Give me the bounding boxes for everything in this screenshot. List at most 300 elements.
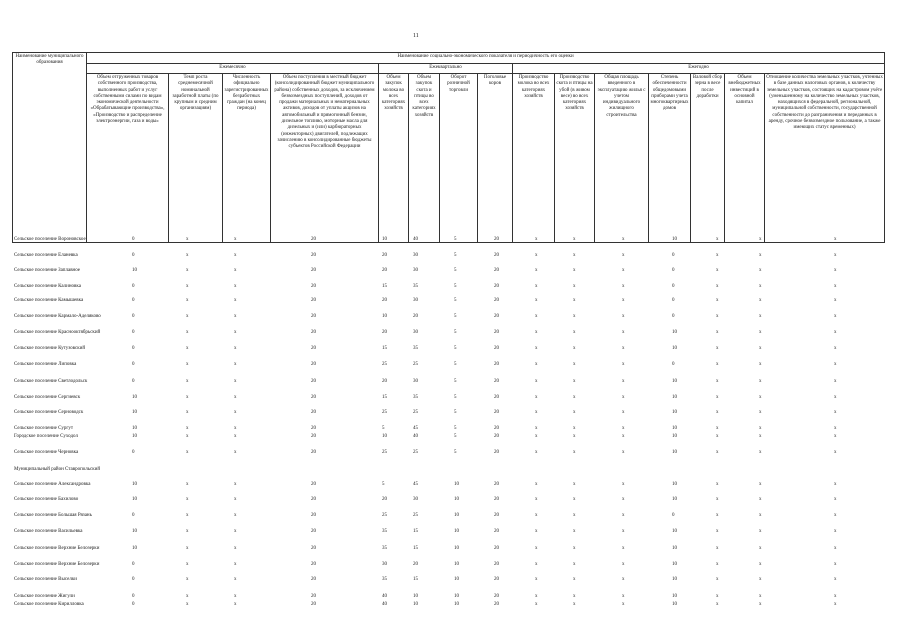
row-name: Сельское поселение Еланевка (14, 253, 78, 258)
row-value: 10 (132, 546, 137, 551)
row-value: x (186, 426, 189, 431)
row-value: 10 (454, 482, 459, 487)
row-value: x (759, 602, 762, 607)
row-value: 5 (454, 253, 457, 258)
row-value: 20 (311, 237, 316, 242)
row-value: 0 (132, 284, 135, 289)
indicator-header-3: Численность официально зарегистрированных безработных граждан (на конец периода) (223, 74, 271, 243)
row-value: 20 (311, 497, 316, 502)
row-value: x (186, 562, 189, 567)
row-value: x (234, 298, 237, 303)
row-value: x (834, 497, 837, 502)
row-value: 20 (494, 426, 499, 431)
row-value: 25 (413, 362, 418, 367)
row-value: 25 (382, 513, 387, 518)
row-name: Сельское поселение Верхние Белозерки (14, 546, 100, 551)
row-value: 20 (494, 268, 499, 273)
row-value: 0 (672, 284, 675, 289)
row-value: 20 (494, 497, 499, 502)
row-value: 20 (382, 253, 387, 258)
row-value: x (834, 395, 837, 400)
row-value: x (834, 379, 837, 384)
row-value: x (535, 426, 538, 431)
row-value: x (573, 450, 576, 455)
row-value: 35 (413, 346, 418, 351)
row-value: x (234, 253, 237, 258)
row-value: x (834, 594, 837, 599)
row-value: 20 (382, 379, 387, 384)
row-value: 10 (672, 395, 677, 400)
row-value: 15 (382, 284, 387, 289)
row-value: 10 (454, 577, 459, 582)
row-value: 20 (311, 253, 316, 258)
row-value: 20 (311, 450, 316, 455)
row-value: x (834, 268, 837, 273)
row-value: 20 (494, 237, 499, 242)
row-value: 45 (413, 426, 418, 431)
row-value: x (573, 237, 576, 242)
row-value: 20 (494, 513, 499, 518)
row-value: 20 (382, 330, 387, 335)
row-value: 20 (494, 346, 499, 351)
row-value: x (535, 298, 538, 303)
indicator-header-4: Объем поступления в местный бюджет (консолидированный бюджет муниципального района) собственных доходов, за исключением безвозмездных поступлений, доходов от продажи материальных и нематериальных активов, доходов от уплаты акцизов на автомобильный и прямогонный бензин, дизельное топливо, моторные масла для дизельных и (или) карбюраторных (инжекторных) двигателей, подлежащих зачислению в консолидированные бюджеты субъектов Российской Федерации (271, 74, 379, 243)
row-value: 10 (672, 482, 677, 487)
row-value: x (234, 594, 237, 599)
row-value: x (759, 410, 762, 415)
row-value: 10 (382, 237, 387, 242)
row-value: 5 (454, 395, 457, 400)
row-value: 10 (132, 434, 137, 439)
row-name: Сельское поселение Верхние Белозерки (14, 562, 100, 567)
row-value: x (716, 298, 719, 303)
row-value: x (716, 602, 719, 607)
row-value: 35 (382, 577, 387, 582)
row-value: x (573, 577, 576, 582)
row-value: x (234, 562, 237, 567)
row-value: x (834, 482, 837, 487)
row-value: x (186, 577, 189, 582)
row-value: 20 (494, 314, 499, 319)
row-name: Сельское поселение Александровка (14, 482, 91, 487)
row-value: x (759, 450, 762, 455)
row-value: 10 (454, 497, 459, 502)
row-value: x (535, 379, 538, 384)
row-value: x (535, 362, 538, 367)
row-value: 10 (672, 562, 677, 567)
row-value: x (573, 284, 576, 289)
row-value: x (622, 577, 625, 582)
row-value: 20 (494, 594, 499, 599)
row-name: Сельское поселение Серноводск (14, 410, 84, 415)
row-value: x (573, 602, 576, 607)
row-value: 20 (382, 268, 387, 273)
row-value: x (573, 594, 576, 599)
row-value: 5 (454, 268, 457, 273)
row-value: x (759, 513, 762, 518)
row-value: x (622, 546, 625, 551)
row-value: 20 (494, 379, 499, 384)
row-value: 5 (382, 426, 385, 431)
row-value: 20 (311, 482, 316, 487)
row-value: 0 (672, 268, 675, 273)
row-value: x (573, 346, 576, 351)
row-value: x (759, 379, 762, 384)
row-value: 15 (413, 577, 418, 582)
row-value: x (716, 268, 719, 273)
row-value: x (834, 284, 837, 289)
row-value: 15 (413, 546, 418, 551)
row-value: x (234, 379, 237, 384)
row-value: x (234, 284, 237, 289)
row-value: 20 (494, 410, 499, 415)
row-value: 10 (672, 410, 677, 415)
row-value: 20 (494, 529, 499, 534)
row-value: x (834, 529, 837, 534)
row-value: 0 (132, 513, 135, 518)
row-value: 10 (382, 314, 387, 319)
row-value: x (573, 362, 576, 367)
row-value: x (186, 497, 189, 502)
row-value: x (834, 346, 837, 351)
row-value: x (535, 253, 538, 258)
row-value: x (716, 594, 719, 599)
row-value: 20 (494, 577, 499, 582)
indicator-title: Наименование социально-экономического показателя и периодичность его оценки (87, 53, 885, 64)
row-value: 5 (454, 346, 457, 351)
row-name: Сельское поселение Сергиевск (14, 395, 81, 400)
row-value: x (834, 450, 837, 455)
row-value: 30 (382, 562, 387, 567)
period-quarterly: Ежеквартально (379, 64, 513, 74)
indicator-header-1: Объем отгруженных товаров собственного производства, выполненных работ и услуг собственными силами по видам экономической деятельности «Обрабатывающие производства», «Производство и распределение электроэнергии, газа и воды» (87, 74, 169, 243)
indicator-header-8: Поголовье коров (478, 74, 513, 243)
row-value: 20 (311, 284, 316, 289)
row-value: x (234, 268, 237, 273)
row-value: x (186, 513, 189, 518)
row-value: x (535, 602, 538, 607)
row-value: 10 (132, 426, 137, 431)
row-value: 20 (494, 546, 499, 551)
municipality-column-header: Наименование муниципального образования (13, 53, 87, 243)
row-value: x (834, 426, 837, 431)
row-value: x (759, 497, 762, 502)
row-value: x (234, 546, 237, 551)
period-yearly: Ежегодно (513, 64, 885, 74)
row-value: 30 (413, 268, 418, 273)
row-value: x (573, 426, 576, 431)
row-value: x (622, 330, 625, 335)
row-value: 10 (454, 513, 459, 518)
row-value: 5 (454, 237, 457, 242)
row-value: 10 (132, 268, 137, 273)
row-value: x (573, 253, 576, 258)
row-value: x (573, 379, 576, 384)
row-value: 40 (413, 237, 418, 242)
row-value: 10 (132, 482, 137, 487)
row-value: 10 (132, 497, 137, 502)
row-name: Сельское поселение Кирилловка (14, 602, 84, 607)
row-value: x (535, 450, 538, 455)
indicator-table-header (12, 52, 885, 243)
row-value: x (535, 434, 538, 439)
row-name: Сельское поселение Вороновское (14, 237, 86, 242)
row-value: x (759, 546, 762, 551)
row-value: x (716, 497, 719, 502)
row-value: x (573, 562, 576, 567)
row-value: 20 (494, 602, 499, 607)
row-value: x (573, 395, 576, 400)
row-value: 20 (494, 284, 499, 289)
row-value: x (234, 577, 237, 582)
row-name: Сельское поселение Сургут (14, 426, 74, 431)
row-value: 20 (311, 546, 316, 551)
row-value: x (716, 284, 719, 289)
row-value: x (716, 546, 719, 551)
row-value: x (759, 594, 762, 599)
row-name: Сельское поселение Краснооктябрьский (14, 330, 101, 335)
row-value: x (573, 529, 576, 534)
row-value: x (759, 362, 762, 367)
row-value: x (759, 268, 762, 273)
row-value: x (716, 410, 719, 415)
row-value: 20 (311, 513, 316, 518)
row-value: x (622, 434, 625, 439)
row-value: x (622, 450, 625, 455)
row-value: x (535, 529, 538, 534)
row-value: 5 (454, 298, 457, 303)
row-value: 20 (494, 298, 499, 303)
row-value: x (186, 253, 189, 258)
row-value: 40 (382, 602, 387, 607)
row-value: x (535, 346, 538, 351)
row-value: x (622, 268, 625, 273)
row-value: x (186, 284, 189, 289)
row-value: x (834, 298, 837, 303)
row-value: 25 (413, 450, 418, 455)
row-value: x (186, 330, 189, 335)
row-value: 0 (132, 314, 135, 319)
row-value: x (186, 237, 189, 242)
row-name: Сельское поселение Бахилово (14, 497, 79, 502)
row-value: 35 (413, 395, 418, 400)
row-name: Сельское поселение Липовка (14, 362, 77, 367)
row-value: 0 (132, 362, 135, 367)
row-value: x (759, 284, 762, 289)
row-value: 5 (454, 379, 457, 384)
row-value: 10 (132, 410, 137, 415)
row-value: 10 (454, 594, 459, 599)
row-value: 25 (382, 362, 387, 367)
row-value: 10 (413, 594, 418, 599)
row-value: 10 (132, 529, 137, 534)
row-value: 0 (132, 602, 135, 607)
row-value: x (535, 546, 538, 551)
row-value: x (186, 434, 189, 439)
row-value: 10 (382, 434, 387, 439)
row-value: 20 (311, 434, 316, 439)
row-value: x (234, 497, 237, 502)
row-value: x (234, 482, 237, 487)
row-value: 10 (672, 237, 677, 242)
row-value: x (759, 426, 762, 431)
row-value: x (573, 330, 576, 335)
row-value: 10 (454, 546, 459, 551)
row-value: 20 (494, 562, 499, 567)
row-value: 5 (454, 450, 457, 455)
period-monthly: Ежемесячно (87, 64, 379, 74)
row-value: x (535, 395, 538, 400)
row-value: 20 (494, 482, 499, 487)
row-value: 10 (454, 602, 459, 607)
row-value: 25 (382, 450, 387, 455)
row-value: 20 (311, 330, 316, 335)
row-value: x (186, 395, 189, 400)
row-value: x (622, 482, 625, 487)
row-value: 10 (672, 346, 677, 351)
row-value: x (622, 395, 625, 400)
indicator-header-5: Объем закупок молока во всех категориях хозяйств (379, 74, 409, 243)
row-value: 20 (311, 346, 316, 351)
row-value: 40 (382, 594, 387, 599)
row-value: 0 (132, 379, 135, 384)
row-value: x (573, 434, 576, 439)
row-value: 0 (132, 577, 135, 582)
row-value: x (622, 513, 625, 518)
row-value: x (834, 330, 837, 335)
row-value: x (834, 602, 837, 607)
row-value: x (234, 346, 237, 351)
row-value: x (759, 237, 762, 242)
row-value: 20 (311, 602, 316, 607)
indicator-header-7: Оборот розничной торговли (440, 74, 478, 243)
row-value: x (716, 362, 719, 367)
row-value: x (573, 268, 576, 273)
row-value: x (759, 529, 762, 534)
row-value: x (759, 482, 762, 487)
row-value: 25 (382, 410, 387, 415)
row-value: x (834, 562, 837, 567)
row-value: 20 (494, 362, 499, 367)
row-value: 5 (454, 362, 457, 367)
row-value: x (622, 237, 625, 242)
row-value: x (234, 362, 237, 367)
row-value: x (573, 410, 576, 415)
row-value: 40 (413, 434, 418, 439)
row-value: 20 (311, 426, 316, 431)
row-value: x (622, 284, 625, 289)
indicator-header-2: Темп роста среднемесячной номинальной заработной платы (по крупным и средним организациям) (169, 74, 223, 243)
row-name: Сельское поселение Черновка (14, 450, 79, 455)
row-name: Сельское поселение Кутузовский (14, 346, 86, 351)
row-value: x (622, 602, 625, 607)
row-name: Муниципальный район Ставропольский (14, 467, 101, 472)
row-value: 10 (672, 546, 677, 551)
row-value: x (573, 513, 576, 518)
row-value: 5 (454, 284, 457, 289)
row-value: 10 (672, 577, 677, 582)
row-value: x (716, 562, 719, 567)
row-value: 10 (672, 426, 677, 431)
row-value: x (234, 237, 237, 242)
row-value: x (834, 410, 837, 415)
indicator-header-14: Объем внебюджетных инвестиций в основной капитал (725, 74, 765, 243)
row-value: x (535, 284, 538, 289)
row-value: x (234, 330, 237, 335)
row-value: x (234, 529, 237, 534)
row-value: x (622, 314, 625, 319)
row-value: 5 (382, 482, 385, 487)
row-value: 20 (494, 450, 499, 455)
row-value: 10 (454, 562, 459, 567)
row-value: 20 (311, 298, 316, 303)
row-value: 0 (672, 298, 675, 303)
row-value: 5 (454, 330, 457, 335)
row-value: 10 (672, 602, 677, 607)
row-value: 35 (413, 284, 418, 289)
row-value: x (186, 410, 189, 415)
row-value: x (716, 426, 719, 431)
row-value: x (186, 482, 189, 487)
row-value: x (186, 594, 189, 599)
row-value: x (759, 434, 762, 439)
page-number: 11 (413, 33, 419, 39)
row-value: 20 (311, 562, 316, 567)
row-value: 10 (454, 529, 459, 534)
row-value: x (716, 482, 719, 487)
row-value: x (716, 529, 719, 534)
row-value: 20 (311, 529, 316, 534)
row-value: 30 (413, 298, 418, 303)
row-value: x (573, 546, 576, 551)
row-value: x (535, 410, 538, 415)
row-value: 20 (494, 253, 499, 258)
row-value: 45 (413, 482, 418, 487)
row-name: Сельское поселение Васильевка (14, 529, 83, 534)
row-value: x (759, 395, 762, 400)
row-value: 35 (382, 529, 387, 534)
row-value: x (186, 314, 189, 319)
row-value: x (535, 268, 538, 273)
row-value: 10 (672, 529, 677, 534)
row-value: 0 (132, 450, 135, 455)
row-value: 15 (382, 346, 387, 351)
row-value: x (759, 562, 762, 567)
row-value: 0 (672, 362, 675, 367)
row-value: 5 (454, 426, 457, 431)
row-value: x (622, 253, 625, 258)
row-value: 10 (672, 379, 677, 384)
row-name: Сельское поселение Жигули (14, 594, 75, 599)
indicator-header-13: Валовой сбор зерна в весе после доработки (691, 74, 725, 243)
row-value: 15 (413, 529, 418, 534)
row-value: x (234, 450, 237, 455)
row-value: x (834, 253, 837, 258)
row-value: x (759, 298, 762, 303)
row-name: Сельское поселение Кармало-Аделяково (14, 314, 101, 319)
row-value: x (716, 346, 719, 351)
indicator-header-15: Отношение количества земельных участков, учтенных в базе данных налоговых органов, к количеству земельных участков, состоящих на кадастровом учёте (уменьшенному на количество земельных участков, находящихся в федеральной, региональной, муниципальной собственности, государственной собственности до разграничения и переданных в аренду, срочное безвозмездное пользование, а также имеющих статус временных) (765, 74, 885, 243)
row-value: x (716, 450, 719, 455)
row-name: Сельское поселение Камышевка (14, 298, 84, 303)
row-value: 0 (132, 237, 135, 242)
row-value: 30 (413, 330, 418, 335)
row-value: 20 (311, 314, 316, 319)
row-value: x (234, 395, 237, 400)
row-value: x (186, 602, 189, 607)
row-value: x (622, 529, 625, 534)
row-value: x (834, 513, 837, 518)
